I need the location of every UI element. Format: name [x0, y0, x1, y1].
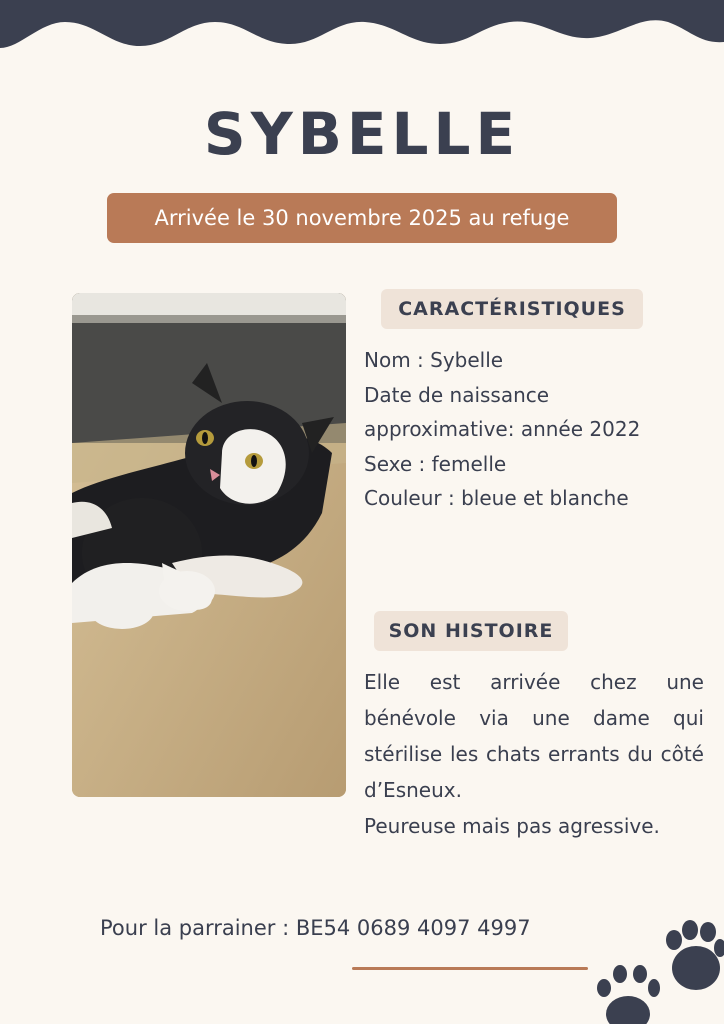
divider [352, 967, 588, 970]
wave-header [0, 0, 724, 60]
characteristics-heading: CARACTÉRISTIQUES [381, 289, 643, 329]
color-line: Couleur : bleue et blanche [364, 486, 629, 510]
birth-line-1: Date de naissance [364, 382, 550, 407]
arrival-badge: Arrivée le 30 novembre 2025 au refuge [107, 193, 617, 243]
story-heading: SON HISTOIRE [374, 611, 568, 651]
sponsor-line: Pour la parrainer : BE54 0689 4097 4997 [100, 916, 531, 940]
story-paragraph-1: Elle est arrivée chez une bénévole via une dame qui stérilise les chats errants du côté d’Esneux. [364, 670, 704, 802]
sex-line: Sexe : femelle [364, 451, 507, 476]
paw-prints-icon [590, 918, 724, 1024]
page-title: SYBELLE [203, 100, 521, 168]
story-text [364, 664, 704, 844]
cat-photo [72, 293, 346, 797]
birth-line-2: approximative: année 2022 [364, 417, 641, 441]
characteristics-list [364, 343, 709, 516]
story-paragraph-2: Peureuse mais pas agressive. [364, 814, 660, 838]
name-line: Nom : Sybelle [364, 348, 504, 372]
